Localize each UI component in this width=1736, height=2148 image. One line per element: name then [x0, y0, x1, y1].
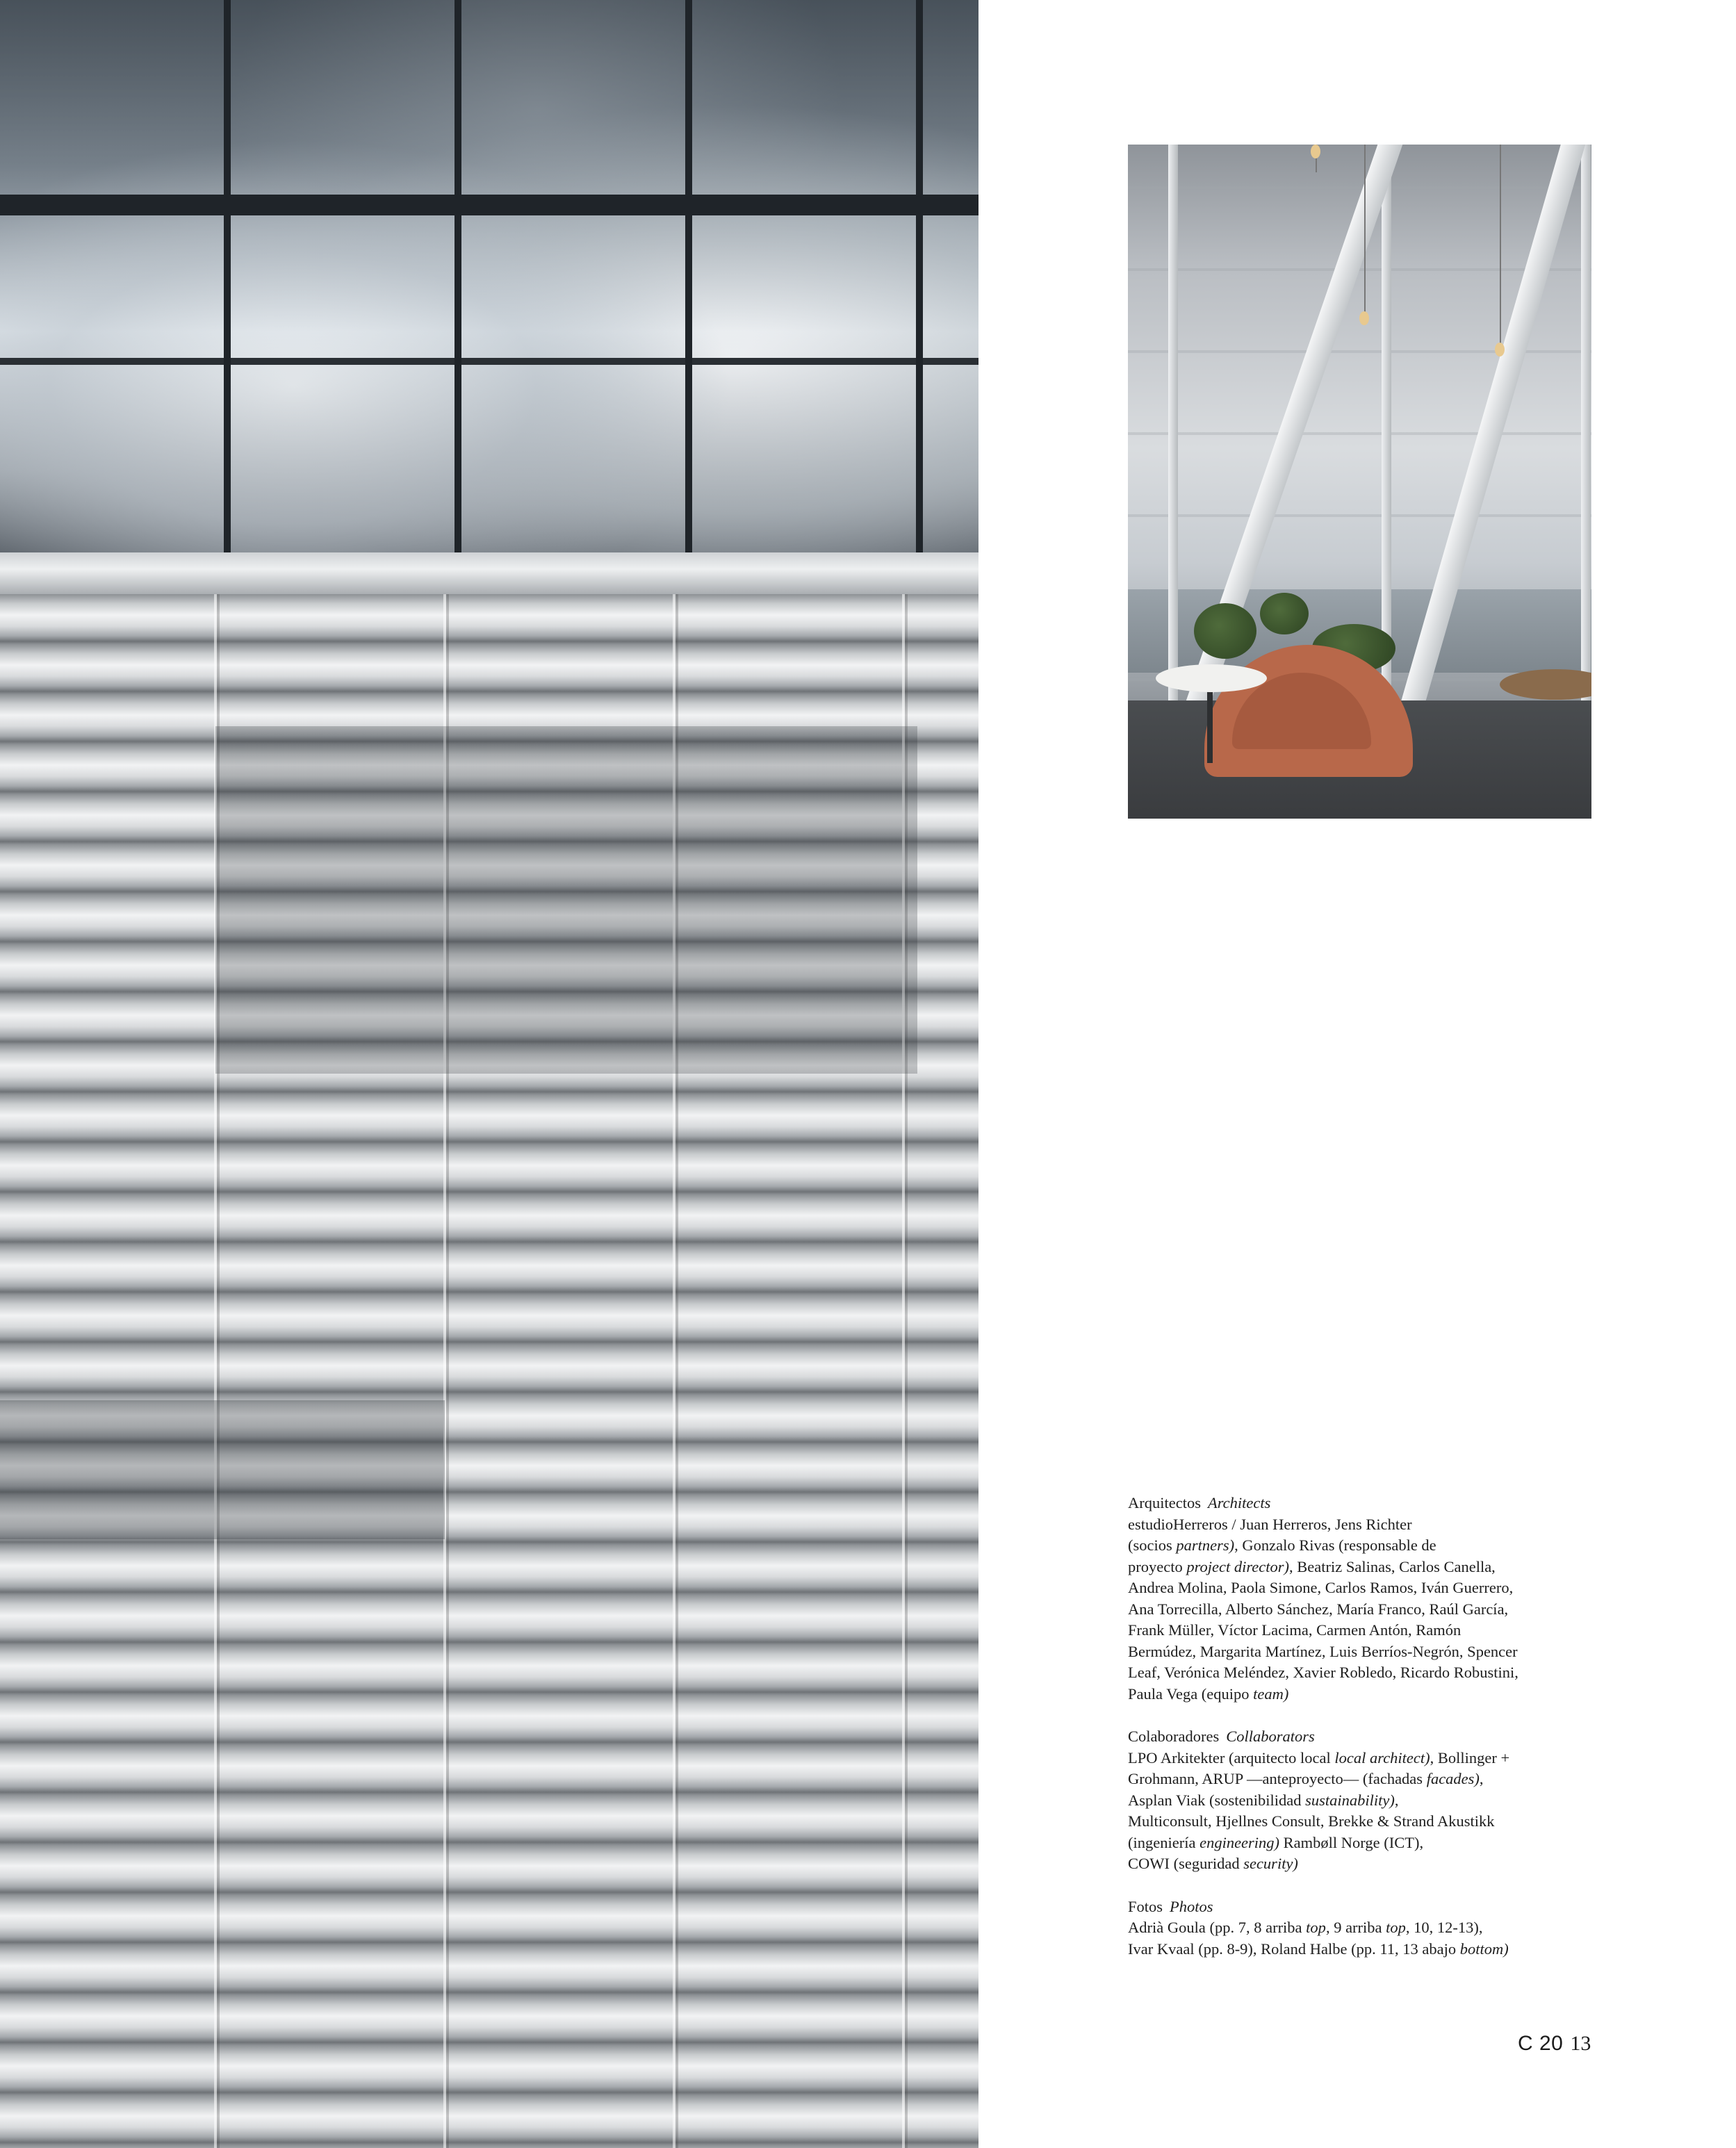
credit-text [1128, 1748, 1607, 1875]
page-number: 13 [1570, 2032, 1591, 2055]
corrugated-louver-facade [0, 594, 978, 2148]
credit-line [1128, 1790, 1607, 1812]
credit-run-italic: engineering) [1199, 1833, 1280, 1851]
credit-line [1128, 1514, 1607, 1536]
dining-table [1156, 664, 1267, 692]
credit-run-italic: team) [1253, 1684, 1289, 1703]
credit-label-en: Photos [1170, 1897, 1213, 1915]
credit-run: (socios [1128, 1536, 1177, 1554]
credit-run: , Gonzalo Rivas (responsable de [1234, 1536, 1436, 1554]
credit-run-italic: top [1386, 1919, 1406, 1936]
credit-label: Arquitectos [1128, 1494, 1201, 1511]
credits-photos [1128, 1896, 1607, 1960]
credit-line [1128, 1833, 1607, 1854]
credit-line [1128, 1620, 1607, 1641]
credit-heading [1128, 1493, 1607, 1514]
credit-run: Frank Müller, Víctor Lacima, Carmen Antón, Ramón [1128, 1621, 1461, 1639]
pendant-lamp [1311, 145, 1320, 158]
credits-architects [1128, 1493, 1607, 1705]
project-credits [1128, 1493, 1607, 1960]
restaurant-interior-photo [1128, 145, 1591, 819]
credit-label-en: Collaborators [1226, 1728, 1315, 1745]
credit-run: Ana Torrecilla, Alberto Sánchez, María Franco, Raúl García, [1128, 1600, 1509, 1618]
credit-run: , 9 arriba [1325, 1919, 1386, 1936]
credit-run-italic: bottom) [1459, 1940, 1509, 1958]
credit-run: Leaf, Verónica Meléndez, Xavier Robledo, Ricardo Robustini, [1128, 1664, 1518, 1681]
credit-run: , 10, 12-13), [1405, 1919, 1483, 1936]
credit-run: Andrea Molina, Paola Simone, Carlos Ramos, Iván Guerrero, [1128, 1579, 1514, 1596]
credit-label: Colaboradores [1128, 1728, 1220, 1745]
credit-run: , Bollinger + [1430, 1748, 1510, 1766]
credit-run: Grohmann, ARUP —anteproyecto— (fachadas [1128, 1770, 1427, 1787]
credit-line [1128, 1769, 1607, 1790]
credit-run: Paula Vega (equipo [1128, 1684, 1254, 1703]
pendant-cord [1364, 145, 1366, 315]
credit-heading [1128, 1726, 1607, 1748]
credit-run: LPO Arkitekter (arquitecto local [1128, 1748, 1335, 1766]
credit-run: COWI (seguridad [1128, 1855, 1244, 1872]
pendant-lamp [1359, 311, 1369, 325]
credit-run: , [1479, 1770, 1484, 1787]
credit-run: Rambøll Norge (ICT), [1279, 1833, 1424, 1851]
table-leg [1207, 687, 1213, 763]
credit-line [1128, 1684, 1607, 1705]
credit-run-italic: sustainability) [1305, 1791, 1395, 1809]
pendant-cord [1500, 145, 1501, 346]
credits-collaborators [1128, 1726, 1607, 1875]
credit-run-italic: project director) [1186, 1557, 1290, 1575]
credit-label: Fotos [1128, 1897, 1163, 1915]
credit-line [1128, 1599, 1607, 1621]
credit-run: Multiconsult, Hjellnes Consult, Brekke & Strand Akustikk [1128, 1812, 1495, 1830]
credit-run: Bermúdez, Margarita Martínez, Luis Berríos-Negrón, Spencer [1128, 1642, 1518, 1660]
credit-run: , [1394, 1791, 1399, 1809]
plant [1260, 593, 1309, 634]
credit-line [1128, 1641, 1607, 1663]
credit-run: estudioHerreros / Juan Herreros, Jens Richter [1128, 1515, 1412, 1533]
plant [1194, 603, 1256, 659]
reflective-glass-facade [0, 0, 978, 552]
credit-run: , Beatriz Salinas, Carlos Canella, [1289, 1557, 1496, 1575]
credit-run-italic: top [1306, 1919, 1326, 1936]
credit-run-italic: security) [1243, 1855, 1298, 1872]
credit-line [1128, 1662, 1607, 1684]
credit-line [1128, 1917, 1607, 1939]
magazine-issue: C 20 [1518, 2032, 1564, 2055]
credit-run: Adrià Goula (pp. 7, 8 arriba [1128, 1919, 1307, 1936]
credit-run: proyecto [1128, 1557, 1187, 1575]
credit-text [1128, 1514, 1607, 1705]
facade-ledge [0, 552, 978, 594]
credit-line [1128, 1853, 1607, 1875]
credit-run: Ivar Kvaal (pp. 8-9), Roland Halbe (pp. 11, 13 abajo [1128, 1940, 1460, 1958]
credit-run: (ingeniería [1128, 1833, 1200, 1851]
credit-run-italic: local architect) [1334, 1748, 1430, 1766]
pendant-lamp [1495, 343, 1505, 356]
credit-label-en: Architects [1207, 1494, 1271, 1511]
credit-run-italic: facades) [1426, 1770, 1480, 1787]
credit-run: Asplan Viak (sostenibilidad [1128, 1791, 1306, 1809]
credit-line [1128, 1748, 1607, 1769]
credit-line [1128, 1577, 1607, 1599]
folio [1518, 2031, 1591, 2056]
credit-run-italic: partners) [1176, 1536, 1235, 1554]
credit-text [1128, 1917, 1607, 1960]
credit-heading [1128, 1896, 1607, 1918]
credit-line [1128, 1939, 1607, 1960]
credit-line [1128, 1535, 1607, 1557]
credit-line [1128, 1811, 1607, 1833]
credit-line [1128, 1557, 1607, 1578]
